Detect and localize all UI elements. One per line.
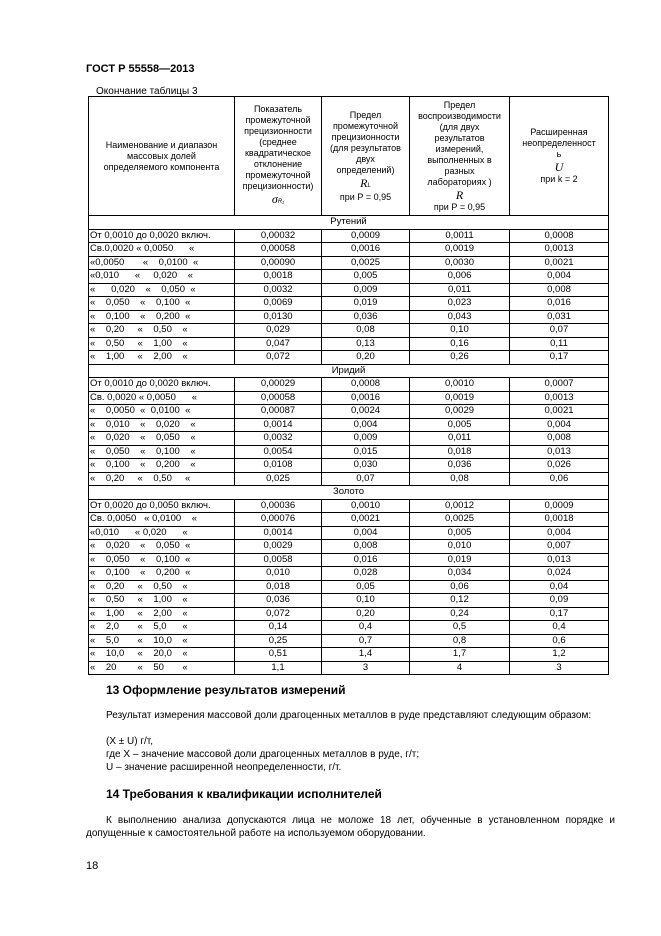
table-row [89,472,609,486]
value-cell: 0,009 [322,432,410,446]
table-caption: Окончание таблицы 3 [96,86,198,97]
range-cell: «0,010 « 0,020 « [89,270,235,284]
value-cell: 0,072 [235,607,322,621]
header-text: (среднее [259,137,297,147]
range-cell: « 0,050 « 0,100 « [89,445,235,459]
value-cell: 0,00090 [235,256,322,270]
header-text: Предел [349,109,382,120]
header-text: определяемого компонента [103,161,220,172]
value-cell: 0,008 [510,432,609,446]
header-intermediate-precision [235,97,322,216]
table-row [89,459,609,473]
value-cell: 0,036 [322,310,410,324]
section-name: Иридий [89,364,609,378]
value-cell: 0,0018 [235,270,322,284]
range-cell: « 0,20 « 0,50 « [89,580,235,594]
value-cell: 3 [510,661,609,675]
value-cell: 0,013 [510,445,609,459]
table-row [89,513,609,527]
value-cell: 4 [410,661,510,675]
value-cell: 0,0130 [235,310,322,324]
header-condition: при Р = 0,95 [339,191,392,202]
table-row [89,594,609,608]
value-cell: 0,0014 [235,418,322,432]
value-cell: 0,00058 [235,391,322,405]
value-cell: 0,25 [235,634,322,648]
value-cell: 0,20 [322,351,410,365]
header-text: Показатель [253,104,303,114]
value-cell: 0,034 [410,567,510,581]
range-cell: Св. 0,0050 « 0,0100 « [89,513,235,527]
value-cell: 0,004 [510,526,609,540]
value-cell: 0,019 [410,553,510,567]
section-13-paragraph: Результат измерения массовой доли драгоценных металлов в руде представляют следующим образом: [106,710,592,721]
table-row [89,526,609,540]
page-number: 18 [86,860,99,872]
value-cell: 0,08 [410,472,510,486]
value-cell: 0,0025 [322,256,410,270]
range-cell: «0,010 « 0,020 « [89,526,235,540]
value-cell: 0,043 [410,310,510,324]
value-cell: 0,006 [410,270,510,284]
value-cell: 0,008 [322,540,410,554]
header-text: квадратическое [244,148,312,158]
value-cell: 0,029 [235,324,322,338]
value-cell: 0,13 [322,337,410,351]
table-row [89,310,609,324]
value-cell: 0,8 [410,634,510,648]
value-cell: 0,5 [410,621,510,635]
header-text: промежуточной [245,115,311,125]
value-cell: 0,20 [322,607,410,621]
table-row [89,634,609,648]
value-cell: 1,7 [410,648,510,662]
header-text: измерений, [435,143,484,154]
value-cell: 0,010 [235,567,322,581]
table-row [89,553,609,567]
value-cell: 0,12 [410,594,510,608]
header-expanded-uncertainty [510,97,609,216]
section-13-u-definition: U – значение расширенной неопределенности, г/т. [106,762,342,773]
range-cell: Св.0,0020 « 0,0050 « [89,243,235,257]
table-row [89,256,609,270]
header-text: Расширенная [530,127,588,137]
section-14-title: 14 Требования к квалификации исполнителей [106,787,382,801]
value-cell: 0,016 [322,553,410,567]
range-cell: От 0,0020 до 0,0050 включ. [89,499,235,513]
table-row [89,391,609,405]
range-cell: « 0,20 « 0,50 « [89,472,235,486]
rl-subscript: L [367,182,371,189]
range-cell: « 1,00 « 2,00 « [89,607,235,621]
table-row [89,648,609,662]
value-cell: 0,00029 [235,378,322,392]
table-row [89,229,609,243]
value-cell: 0,06 [510,472,609,486]
value-cell: 0,06 [410,580,510,594]
value-cell: 0,00032 [235,229,322,243]
value-cell: 0,0013 [510,391,609,405]
value-cell: 0,26 [410,351,510,365]
value-cell: 0,036 [235,594,322,608]
value-cell: 0,0025 [410,513,510,527]
document-header: ГОСТ Р 55558—2013 [86,63,195,75]
value-cell: 0,0024 [322,405,410,419]
value-cell: 0,0009 [322,229,410,243]
range-cell: « 0,100 « 0,200 « [89,310,235,324]
value-cell: 0,036 [410,459,510,473]
header-text: двух [356,153,375,164]
data-table [88,96,609,675]
range-cell: « 10,0 « 20,0 « [89,648,235,662]
range-cell: « 0,100 « 0,200 « [89,459,235,473]
value-cell: 0,0008 [510,229,609,243]
value-cell: 0,0019 [410,243,510,257]
table-row [89,661,609,675]
range-cell: « 0,100 « 0,200 « [89,567,235,581]
range-cell: «0,0050 « 0,0100 « [89,256,235,270]
value-cell: 0,00036 [235,499,322,513]
header-text: лабораториях ) [427,176,492,187]
range-cell: « 0,050 « 0,100 « [89,553,235,567]
value-cell: 0,030 [322,459,410,473]
range-cell: Св. 0,0020 « 0,0050 « [89,391,235,405]
table-row [89,297,609,311]
rl-symbol: R [360,175,368,190]
header-reproducibility-limit [410,97,510,216]
value-cell: 0,0014 [235,526,322,540]
value-cell: 0,00076 [235,513,322,527]
value-cell: 0,025 [235,472,322,486]
header-text: (для результатов [330,142,401,153]
value-cell: 0,0032 [235,283,322,297]
value-cell: 0,0011 [410,229,510,243]
value-cell: 0,005 [410,418,510,432]
value-cell: 0,026 [510,459,609,473]
header-text: (для двух [439,121,480,132]
value-cell: 0,05 [322,580,410,594]
value-cell: 0,013 [510,553,609,567]
value-cell: 0,0018 [510,513,609,527]
value-cell: 0,0016 [322,243,410,257]
value-cell: 0,007 [510,540,609,554]
value-cell: 0,028 [322,567,410,581]
header-text: неопределенност [522,138,596,148]
value-cell: 0,0058 [235,553,322,567]
value-cell: 1,2 [510,648,609,662]
value-cell: 0,024 [510,567,609,581]
value-cell: 0,16 [410,337,510,351]
table-row [89,499,609,513]
value-cell: 0,17 [510,607,609,621]
value-cell: 0,0021 [510,405,609,419]
table-row [89,580,609,594]
value-cell: 0,0008 [322,378,410,392]
section-row [89,364,609,378]
range-cell: « 0,020 « 0,050 « [89,432,235,446]
value-cell: 0,24 [410,607,510,621]
value-cell: 0,6 [510,634,609,648]
range-cell: « 20 « 50 « [89,661,235,675]
value-cell: 0,0032 [235,432,322,446]
value-cell: 0,0019 [410,391,510,405]
value-cell: 0,0030 [410,256,510,270]
value-cell: 3 [322,661,410,675]
range-cell: « 0,010 « 0,020 « [89,418,235,432]
table-row [89,418,609,432]
range-cell: От 0,0010 до 0,0020 включ. [89,378,235,392]
value-cell: 0,015 [322,445,410,459]
header-intermediate-limit [322,97,410,216]
value-cell: 0,0021 [510,256,609,270]
value-cell: 0,005 [410,526,510,540]
section-13-formula: (X ± U) г/т, [106,736,154,747]
table-row [89,607,609,621]
sigma-subscript: R₁ [277,199,285,205]
value-cell: 0,031 [510,310,609,324]
value-cell: 0,00058 [235,243,322,257]
value-cell: 0,07 [510,324,609,338]
table-row [89,567,609,581]
range-cell: « 0,50 « 1,00 « [89,337,235,351]
value-cell: 0,07 [322,472,410,486]
header-component [89,97,235,216]
table-row [89,351,609,365]
table-row [89,243,609,257]
value-cell: 0,04 [510,580,609,594]
table-row [89,283,609,297]
range-cell: От 0,0010 до 0,0020 включ. [89,229,235,243]
table-row [89,621,609,635]
value-cell: 0,0007 [510,378,609,392]
header-text: прецизионности) [242,181,314,191]
value-cell: 0,0010 [322,499,410,513]
range-cell: « 0,050 « 0,100 « [89,297,235,311]
header-text: прецизионности [331,131,400,142]
section-13-where: где X – значение массовой доли драгоценных металлов в руде, г/т; [106,749,420,760]
table-row [89,405,609,419]
table-row [89,540,609,554]
range-cell: « 0,0050 « 0,0100 « [89,405,235,419]
value-cell: 0,023 [410,297,510,311]
header-text: воспроизводимости [418,110,501,121]
value-cell: 0,51 [235,648,322,662]
section-13-title: 13 Оформление результатов измерений [106,683,346,697]
range-cell: « 0,020 « 0,050 « [89,283,235,297]
header-text: ь [556,149,562,159]
value-cell: 0,0009 [510,499,609,513]
table-body [89,216,609,675]
value-cell: 0,019 [322,297,410,311]
value-cell: 0,010 [410,540,510,554]
value-cell: 0,0069 [235,297,322,311]
value-cell: 0,004 [322,418,410,432]
header-text: промежуточной [332,120,399,131]
table-row [89,432,609,446]
value-cell: 0,0012 [410,499,510,513]
header-text: результатов [434,132,485,143]
section-name: Рутений [89,216,609,230]
value-cell: 0,0016 [322,391,410,405]
sigma-symbol: σ [271,192,278,206]
header-text: промежуточной [245,170,311,180]
value-cell: 0,0029 [410,405,510,419]
value-cell: 0,004 [510,270,609,284]
value-cell: 0,0029 [235,540,322,554]
range-cell: « 0,20 « 0,50 « [89,324,235,338]
header-text: прецизионности [244,126,312,136]
header-text: определений) [336,164,395,175]
header-text: Предел [443,99,476,110]
value-cell: 0,11 [510,337,609,351]
r-symbol: R [455,187,464,202]
value-cell: 0,011 [410,283,510,297]
value-cell: 0,08 [322,324,410,338]
value-cell: 0,09 [510,594,609,608]
range-cell: « 1,00 « 2,00 « [89,351,235,365]
table-row [89,324,609,338]
value-cell: 0,00087 [235,405,322,419]
value-cell: 0,17 [510,351,609,365]
section-14-paragraph: К выполнению анализа допускаются лица не моложе 18 лет, обученные в установленном порядке и допущенные к самостоятельной работе на используемом оборудовании. [86,815,615,839]
section-row [89,216,609,230]
range-cell: « 2,0 « 5,0 « [89,621,235,635]
value-cell: 0,004 [510,418,609,432]
range-cell: « 5,0 « 10,0 « [89,634,235,648]
value-cell: 1,4 [322,648,410,662]
value-cell: 0,009 [322,283,410,297]
value-cell: 0,0054 [235,445,322,459]
value-cell: 0,011 [410,432,510,446]
value-cell: 0,7 [322,634,410,648]
value-cell: 0,004 [322,526,410,540]
table-row [89,378,609,392]
range-cell: « 0,50 « 1,00 « [89,594,235,608]
value-cell: 0,008 [510,283,609,297]
section-name: Золото [89,486,609,500]
header-text: массовых долей [127,150,196,161]
header-text: выполненных в [427,154,492,165]
range-cell: « 0,020 « 0,050 « [89,540,235,554]
value-cell: 0,10 [410,324,510,338]
table-head [89,97,609,216]
header-text: отклонение [253,159,303,169]
value-cell: 0,0013 [510,243,609,257]
header-condition: при Р = 0,95 [433,201,486,212]
value-cell: 0,018 [235,580,322,594]
value-cell: 0,016 [510,297,609,311]
header-text: Наименование и диапазон [105,139,218,150]
value-cell: 0,047 [235,337,322,351]
value-cell: 0,14 [235,621,322,635]
table-row [89,337,609,351]
value-cell: 0,4 [510,621,609,635]
value-cell: 0,005 [322,270,410,284]
u-symbol: U [554,160,564,174]
value-cell: 0,018 [410,445,510,459]
table-header-row [89,97,609,216]
header-text: разных [444,165,475,176]
value-cell: 1,1 [235,661,322,675]
table-row [89,270,609,284]
value-cell: 0,4 [322,621,410,635]
table-row [89,445,609,459]
section-row [89,486,609,500]
header-condition: при k = 2 [540,174,578,184]
value-cell: 0,072 [235,351,322,365]
value-cell: 0,0010 [410,378,510,392]
value-cell: 0,0108 [235,459,322,473]
value-cell: 0,0021 [322,513,410,527]
value-cell: 0,10 [322,594,410,608]
